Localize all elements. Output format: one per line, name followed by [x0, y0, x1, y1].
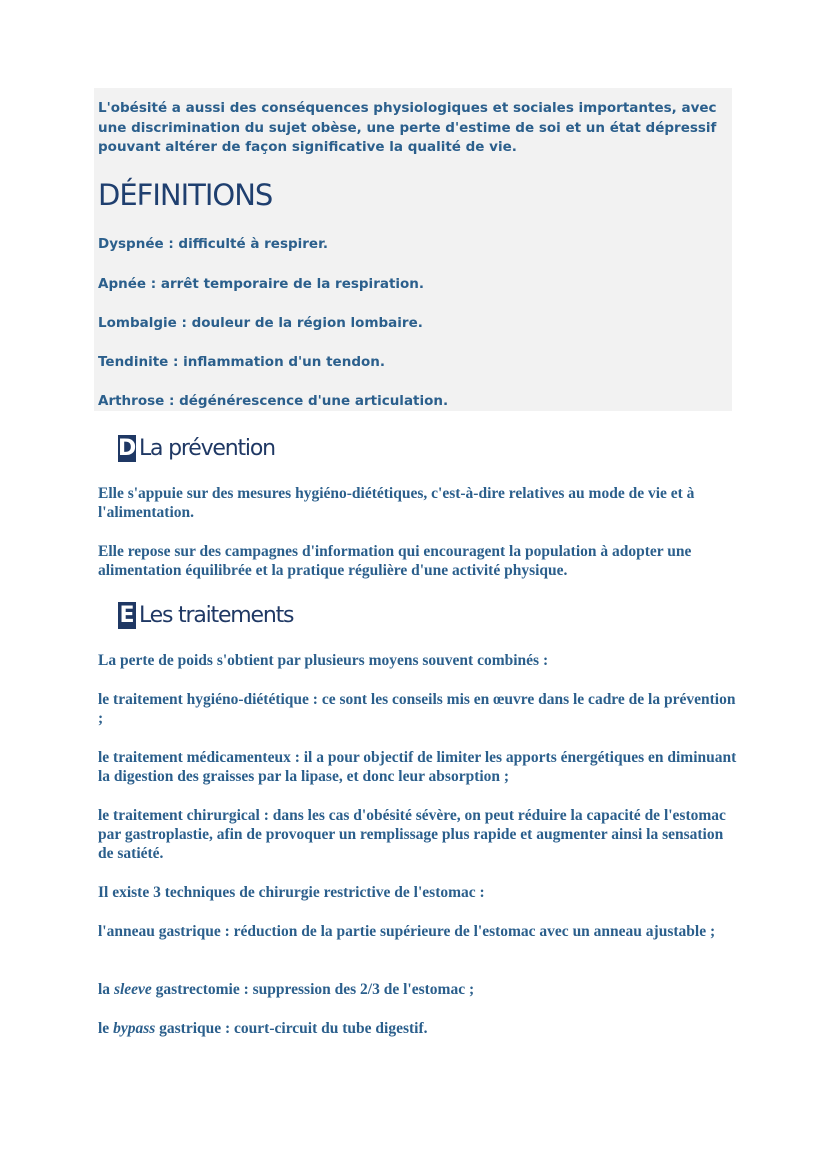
- emphasis: bypass: [113, 1020, 156, 1037]
- definition-item: Arthrose : dégénérescence d'une articulation.: [98, 393, 449, 409]
- definition-item: Apnée : arrêt temporaire de la respiration.: [98, 276, 425, 292]
- section-heading-prevention: [118, 433, 275, 463]
- emphasis: sleeve: [113, 981, 152, 998]
- traitements-paragraph: la sleeve gastrectomie : suppression des 2/3 de l'estomac ;: [98, 981, 475, 998]
- traitements-paragraph: l'anneau gastrique : réduction de la partie supérieure de l'estomac avec un anneau ajustable ;: [98, 923, 716, 940]
- traitements-paragraph: le traitement hygiéno-diététique : ce sont les conseils mis en œuvre dans le cadre de la prévention ;: [98, 691, 736, 727]
- traitements-paragraph: le traitement chirurgical : dans les cas d'obésité sévère, on peut réduire la capacité de l'estomac par gastroplastie, afin de provoquer un remplissage plus rapide et augmenter ainsi la sensation de satiété.: [98, 807, 726, 862]
- definition-item: Lombalgie : douleur de la région lombaire.: [98, 315, 423, 331]
- section-letter: D: [118, 435, 137, 461]
- section-title: La prévention: [139, 435, 275, 461]
- section-letter: E: [119, 602, 135, 628]
- intro-paragraph: L'obésité a aussi des conséquences physiologiques et sociales importantes, avec une discrimination du sujet obèse, une perte d'estime de soi et un état dépressif pouvant altérer de façon significative la qualité de vie.: [98, 100, 717, 155]
- prevention-paragraph: Elle repose sur des campagnes d'information qui encouragent la population à adopter une alimentation équilibrée et la pratique régulière d'une activité physique.: [98, 543, 692, 579]
- traitements-paragraph: le bypass gastrique : court-circuit du tube digestif.: [98, 1020, 428, 1037]
- definition-item: Tendinite : inflammation d'un tendon.: [98, 354, 386, 370]
- section-title: Les traitements: [139, 602, 294, 628]
- traitements-paragraph: La perte de poids s'obtient par plusieurs moyens souvent combinés :: [98, 652, 549, 669]
- traitements-paragraph: Il existe 3 techniques de chirurgie restrictive de l'estomac :: [98, 884, 485, 901]
- definitions-title: DÉFINITIONS: [98, 178, 273, 212]
- prevention-paragraph: Elle s'appuie sur des mesures hygiéno-diététiques, c'est-à-dire relatives au mode de vie et à l'alimentation.: [98, 485, 695, 521]
- definition-item: Dyspnée : difficulté à respirer.: [98, 236, 328, 252]
- traitements-paragraph: le traitement médicamenteux : il a pour objectif de limiter les apports énergétiques en diminuant la digestion des graisses par la lipase, et donc leur absorption ;: [98, 749, 737, 785]
- section-heading-traitements: [118, 600, 293, 630]
